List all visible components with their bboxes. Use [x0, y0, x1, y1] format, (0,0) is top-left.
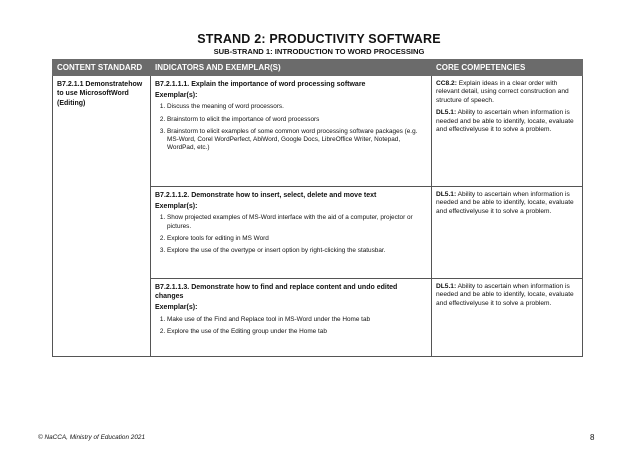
col-header-core-competencies: CORE COMPETENCIES — [432, 60, 583, 76]
table-header-row — [53, 60, 583, 76]
exemplar-item: 2. Explore the use of the Editing group under the Home tab — [167, 328, 427, 336]
exemplar-item: 3. Brainstorm to elicit examples of some common word processing software packages (e.g. MS-Word, Corel WordPerfect, AbiWord, Google Docs, LibreOffice Writer, Notepad, WordPad, etc.) — [167, 128, 427, 153]
exemplar-item: 2. Explore tools for editing in MS Word — [167, 235, 427, 243]
col-header-content-standard: CONTENT STANDARD — [53, 60, 151, 76]
exemplar-item: 1. Make use of the Find and Replace tool in MS-Word under the Home tab — [167, 316, 427, 324]
strand-title: STRAND 2: PRODUCTIVITY SOFTWARE — [197, 32, 441, 46]
exemplar-item: 1. Show projected examples of MS-Word interface with the aid of a computer, projector or pictures. — [167, 214, 427, 230]
indicator-cell — [151, 187, 432, 279]
competency-cell — [432, 187, 583, 279]
indicator-heading: B7.2.1.1.1. Explain the importance of word processing software — [155, 81, 366, 88]
competency-code: DL5.1: — [436, 283, 457, 290]
content-standard-text: B7.2.1.1 Demonstratehow to use MicrosoftWord (Editing) — [57, 81, 143, 107]
indicator-heading: B7.2.1.1.2. Demonstrate how to insert, select, delete and move text — [155, 192, 377, 199]
competency-item — [436, 80, 578, 105]
col-header-indicators: INDICATORS AND EXEMPLAR(S) — [151, 60, 432, 76]
table-row — [53, 76, 583, 187]
exemplar-label: Exemplar(s): — [155, 92, 198, 100]
curriculum-table — [52, 59, 583, 357]
competency-item — [436, 109, 578, 134]
exemplar-label: Exemplar(s): — [155, 203, 198, 211]
content-standard-cell — [53, 76, 151, 357]
copyright-footer: © NaCCA, Ministry of Education 2021 — [38, 434, 146, 441]
competency-code: DL5.1: — [436, 191, 457, 198]
competency-cell — [432, 76, 583, 187]
competency-text: Ability to ascertain when information is needed and be able to identify, locate, evaluate and effectivelyuse it to solve a problem. — [436, 283, 574, 307]
competency-code: CC8.2: — [436, 80, 457, 87]
page-number: 8 — [590, 433, 595, 442]
exemplar-item: 1. Discuss the meaning of word processors. — [167, 103, 427, 111]
competency-text: Ability to ascertain when information is needed and be able to identify, locate, evaluate and effectivelyuse it to solve a problem. — [436, 191, 574, 215]
competency-item — [436, 283, 578, 308]
competency-code: DL5.1: — [436, 109, 457, 117]
competency-text: Explain ideas in a clear order with relevant detail, using correct construction and structure of speech. — [436, 80, 569, 104]
competency-cell — [432, 279, 583, 357]
exemplar-list — [155, 214, 427, 255]
competency-item — [436, 191, 578, 216]
exemplar-list — [155, 316, 427, 336]
sub-strand-title: SUB-STRAND 1: INTRODUCTION TO WORD PROCESSING — [213, 47, 425, 56]
exemplar-item: 2. Brainstorm to elicit the importance of word processors — [167, 116, 427, 124]
exemplar-label: Exemplar(s): — [155, 304, 198, 312]
indicator-heading: B7.2.1.1.3. Demonstrate how to find and replace content and undo edited changes — [155, 284, 398, 301]
exemplar-list — [155, 103, 427, 152]
indicator-cell — [151, 279, 432, 357]
exemplar-item: 3. Explore the use of the overtype or insert option by right-clicking the statusbar. — [167, 247, 427, 255]
indicator-cell — [151, 76, 432, 187]
competency-text: Ability to ascertain when information is needed and be able to identify, locate, evaluate and effectivelyuse it to solve a problem. — [436, 109, 574, 134]
